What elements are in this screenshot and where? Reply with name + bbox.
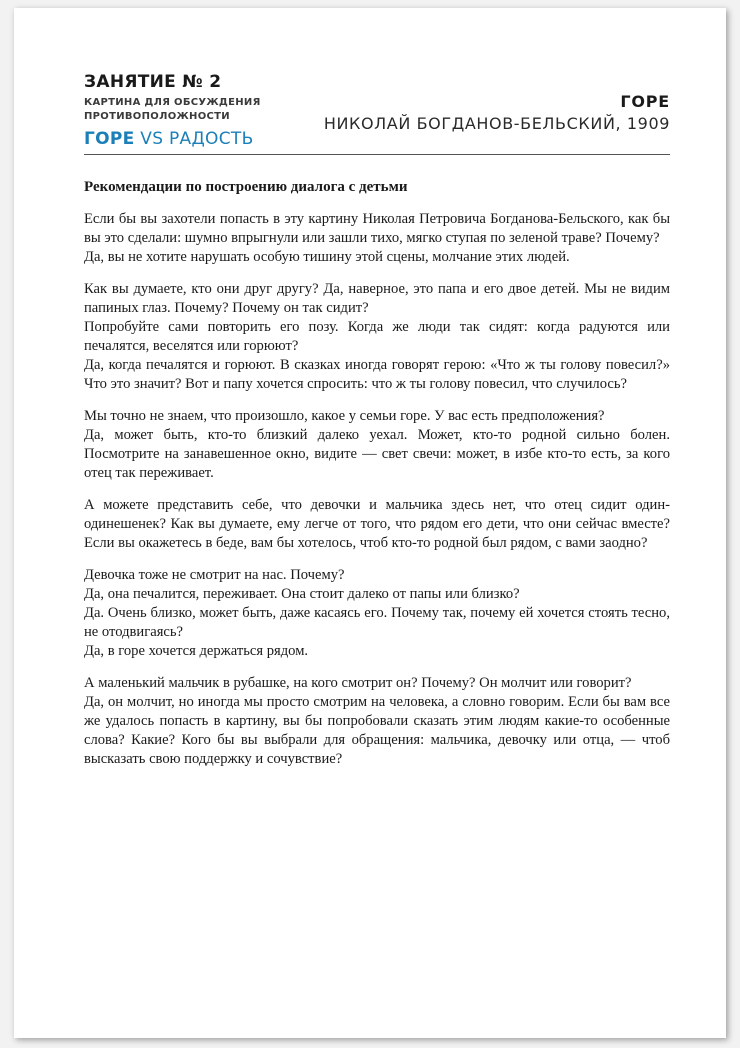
- paragraph: [84, 496, 670, 553]
- paragraph-line: Мы точно не знаем, что произошло, какое у семьи горе. У вас есть предположения?: [84, 408, 605, 424]
- paragraph-line: А маленький мальчик в рубашке, на кого смотрит он? Почему? Он молчит или говорит?: [84, 675, 632, 691]
- paragraph-line: А можете представить себе, что девочки и мальчика здесь нет, что отец сидит один-одинешенек? Как вы думаете, ему легче от того, что рядом его дети, что они сейчас вместе? Если вы окажетесь в беде, вам бы хотелось, чтоб кто-то родной был рядом, с вами заодно?: [84, 497, 670, 551]
- paragraph-line: Да, в горе хочется держаться рядом.: [84, 643, 309, 659]
- paragraph: [84, 210, 670, 267]
- paragraph-line: Как вы думаете, кто они друг другу? Да, наверное, это папа и его двое детей. Мы не видим папиных глаз. Почему? Почему он так сидит?: [84, 281, 670, 316]
- paragraph: [84, 566, 670, 661]
- header-divider: [84, 154, 670, 155]
- paragraph-line: Да, может быть, кто-то близкий далеко уехал. Может, кто-то родной сильно болен. Посмотрите на занавешенное окно, видите — свет свечи: может, в избе кто-то есть, за кого отец так переживает.: [84, 427, 670, 481]
- lesson-header: [84, 72, 284, 149]
- document-page: [14, 8, 726, 1038]
- paragraph-line: Попробуйте сами повторить его позу. Когда же люди так сидят: когда радуются или печалятся, веселятся или горюют?: [84, 319, 670, 354]
- paragraph-line: Да, вы не хотите нарушать особую тишину этой сцены, молчание этих людей.: [84, 249, 570, 265]
- paragraph-line: Если бы вы захотели попасть в эту картину Николая Петровича Богданова-Бельского, как бы вы это сделали: шумно впрыгнули или зашли тихо, мягко ступая по зеленой траве? Почему?: [84, 211, 670, 246]
- lesson-title: ЗАНЯТИЕ № 2: [84, 72, 222, 92]
- paragraph-line: Да. Очень близко, может быть, даже касаясь его. Почему так, почему ей хочется стоять тесно, не отодвигаясь?: [84, 605, 670, 640]
- body-text: [84, 178, 670, 782]
- section-heading: Рекомендации по построению диалога с детьми: [84, 179, 408, 195]
- paragraph-line: Да, когда печалятся и горюют. В сказках иногда говорят герою: «Что ж ты голову повесил?» Что это значит? Вот и папу хочется спросить: что ж ты голову повесил, что случилось?: [84, 357, 670, 392]
- versus-left: ГОРЕ: [84, 129, 135, 149]
- versus-mid: VS: [134, 129, 169, 149]
- versus-right: РАДОСТЬ: [169, 129, 254, 149]
- paragraph-line: Девочка тоже не смотрит на нас. Почему?: [84, 567, 345, 583]
- paragraph-line: Да, он молчит, но иногда мы просто смотрим на человека, а словно говорим. Если бы вам все же удалось попасть в картину, вы бы попробовали сказать этим людям какие-то особенные слова? Какие? Кого бы вы выбрали для обращения: мальчика, девочку или отца, — чтоб высказать свою поддержку и сочувствие?: [84, 694, 670, 767]
- paragraph: [84, 280, 670, 394]
- versus-line: [84, 129, 284, 149]
- painting-title: ГОРЕ: [620, 92, 670, 111]
- lesson-subtitle: КАРТИНА ДЛЯ ОБСУЖДЕНИЯ ПРОТИВОПОЛОЖНОСТИ: [84, 97, 261, 122]
- paragraph-line: Да, она печалится, переживает. Она стоит далеко от папы или близко?: [84, 586, 520, 602]
- painting-header: [324, 92, 670, 133]
- paragraph: [84, 674, 670, 769]
- paragraph: [84, 407, 670, 483]
- painting-author: НИКОЛАЙ БОГДАНОВ-БЕЛЬСКИЙ, 1909: [323, 114, 670, 133]
